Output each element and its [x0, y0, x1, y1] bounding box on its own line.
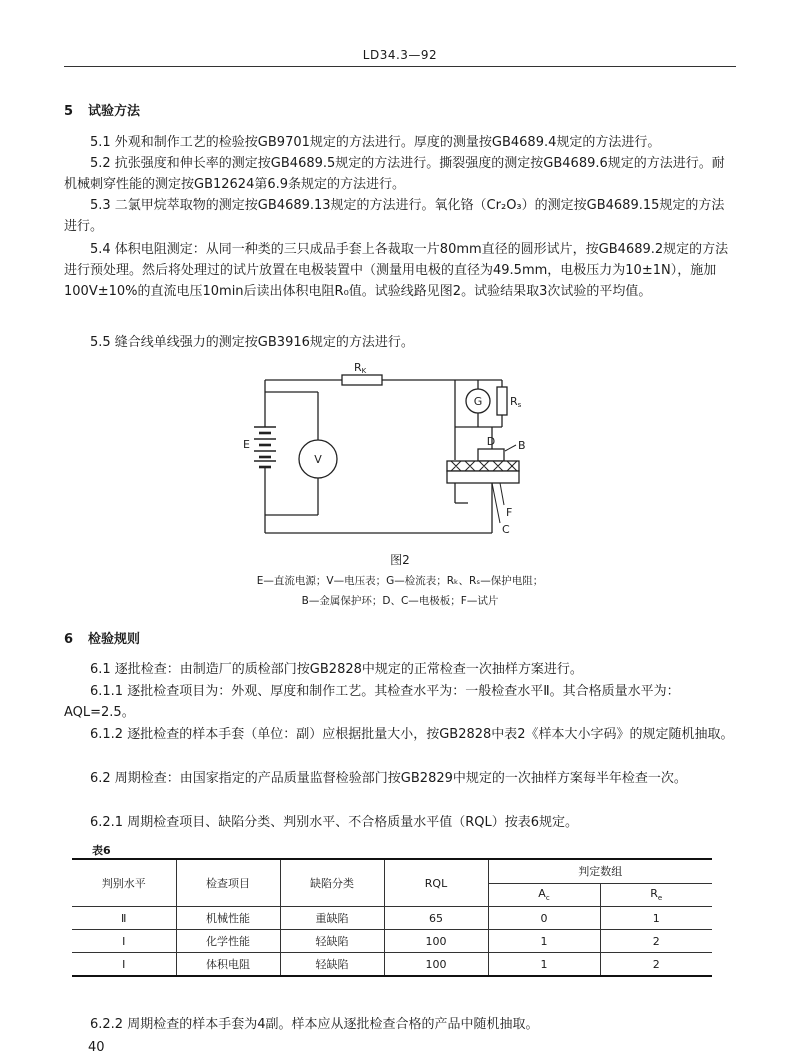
para-6-1-1: 6.1.1 逐批检查项目为：外观、厚度和制作工艺。其检查水平为：一般检查水平Ⅱ。其合格质量水平为：AQL=2.5。 — [64, 684, 680, 720]
para-6-2-2: 6.2.2 周期检查的样本手套为4副。样本应从逐批检查合格的产品中随机抽取。 — [90, 1017, 539, 1032]
label-v: V — [314, 453, 322, 466]
para-6-2-1: 6.2.1 周期检查项目、缺陷分类、判别水平、不合格质量水平值（RQL）按表6规定。 — [90, 815, 578, 830]
section-6-title: 检验规则 — [88, 632, 141, 647]
th-rql: RQL — [384, 859, 488, 907]
section-6-heading — [64, 628, 140, 647]
label-d: D — [486, 435, 496, 448]
page-number: 40 — [88, 1040, 105, 1055]
table-row: Ⅱ 机械性能 重缺陷 65 0 1 — [72, 907, 712, 930]
para-6-1-2: 6.1.2 逐批检查的样本手套（单位：副）应根据批量大小，按GB2828中表2《样本大小字码》的规定随机抽取。 — [90, 727, 734, 742]
table-row: Ⅰ 体积电阻 轻缺陷 100 1 2 — [72, 953, 712, 977]
th-re: $R_e$ — [600, 883, 712, 907]
table-row: Ⅰ 化学性能 轻缺陷 100 1 2 — [72, 930, 712, 953]
th-item: 检查项目 — [176, 859, 280, 907]
label-e: E — [243, 438, 250, 451]
electrode-c-icon — [447, 471, 519, 483]
para-5-5: 5.5 缝合线单线强力的测定按GB3916规定的方法进行。 — [90, 335, 414, 350]
figure-2-legend-line-1: E—直流电源；V—电压表；G—检流表；Rₖ、Rₛ—保护电阻； — [256, 575, 544, 587]
label-c: C — [502, 523, 510, 536]
para-5-2: 5.2 抗张强度和伸长率的测定按GB4689.5规定的方法进行。撕裂强度的测定按GB4689.6规定的方法进行。耐机械刺穿性能的测定按GB12624第6.9条规定的方法进行。 — [64, 156, 725, 192]
th-defect: 缺陷分类 — [280, 859, 384, 907]
section-5-title: 试验方法 — [88, 104, 141, 119]
para-6-2: 6.2 周期检查：由国家指定的产品质量监督检验部门按GB2829中规定的一次抽样方案每半年检查一次。 — [90, 771, 687, 786]
para-6-1: 6.1 逐批检查：由制造厂的质检部门按GB2828中规定的正常检查一次抽样方案进行。 — [90, 662, 583, 677]
figure-2-caption: 图2 — [390, 553, 410, 567]
section-6-number: 6 — [64, 632, 74, 647]
table-6-title: 表6 — [92, 844, 111, 857]
page-header-code: LD34.3—92 — [362, 48, 438, 62]
label-rs: Rs — [510, 395, 522, 409]
label-rk: RK — [354, 361, 367, 375]
section-5-number: 5 — [64, 104, 74, 119]
resistor-rs-icon — [497, 387, 507, 415]
table-6 — [72, 858, 712, 977]
label-b: B — [518, 439, 526, 452]
para-5-3: 5.3 二氯甲烷萃取物的测定按GB4689.13规定的方法进行。氧化铬（Cr₂O₃）的测定按GB4689.15规定的方法进行。 — [64, 198, 725, 234]
header-rule — [64, 66, 736, 67]
section-5-heading — [64, 100, 140, 119]
para-5-1: 5.1 外观和制作工艺的检验按GB9701规定的方法进行。厚度的测量按GB4689.4规定的方法进行。 — [90, 135, 661, 150]
th-level: 判别水平 — [72, 859, 176, 907]
figure-2-legend-line-2: B—金属保护环；D、C—电极板；F—试片 — [301, 595, 499, 607]
battery-icon — [254, 427, 276, 467]
label-g: G — [473, 395, 483, 408]
th-ac: $A_c$ — [488, 883, 600, 907]
resistor-rk-icon — [342, 375, 382, 385]
label-f: F — [506, 506, 513, 519]
circuit-diagram — [0, 355, 800, 555]
electrode-d-icon — [478, 449, 504, 461]
para-5-4: 5.4 体积电阻测定：从同一种类的三只成品手套上各裁取一片80mm直径的圆形试片，按GB4689.2规定的方法进行预处理。然后将处理过的试片放置在电极装置中（测量用电极的直径为49.5mm，电极压力为10±1N），施加100V±10%的直流电压10min后读出体积电阻R₀值。试验线路见图2。试验结果取3次试验的平均值。 — [64, 242, 729, 299]
th-group: 判定数组 — [488, 859, 712, 883]
